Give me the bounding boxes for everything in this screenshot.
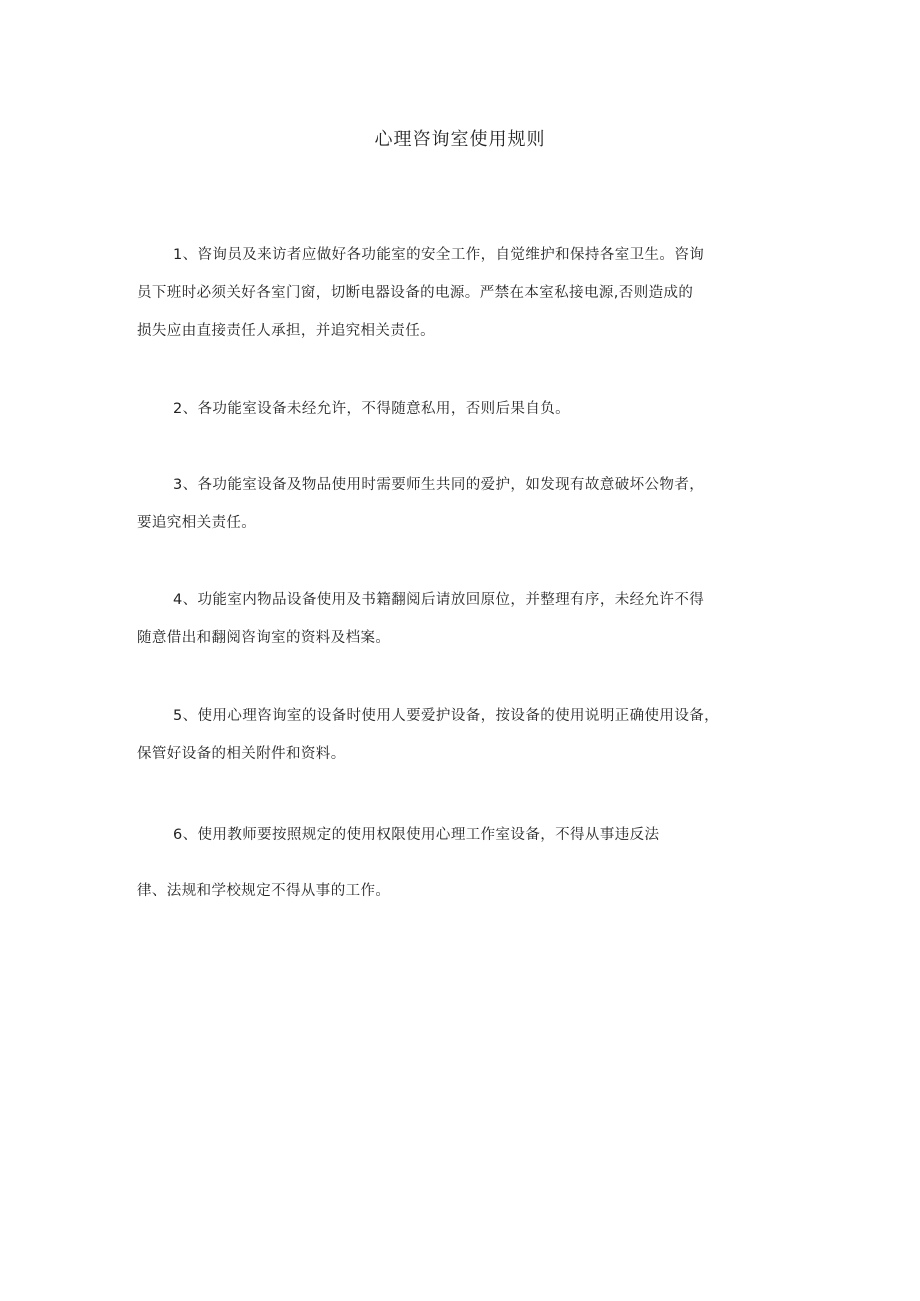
rule-4-line-1: 4、功能室内物品设备使用及书籍翻阅后请放回原位，并整理有序，未经允许不得 [173, 592, 705, 608]
rule-6-line-1: 6、使用教师要按照规定的使用权限使用心理工作室设备，不得从事违反法 [173, 827, 660, 843]
rule-item-5 [137, 697, 787, 773]
rule-2-line-1: 2、各功能室设备未经允许，不得随意私用，否则后果自负。 [173, 401, 571, 417]
rule-1-line-2: 员下班时必须关好各室门窗，切断电器设备的电源。严禁在本室私接电源,否则造成的 [137, 285, 694, 301]
rule-3-line-1: 3、各功能室设备及物品使用时需要师生共同的爱护，如发现有故意破坏公物者， [173, 477, 705, 493]
rule-4-line-2: 随意借出和翻阅咨询室的资料及档案。 [137, 630, 391, 646]
rule-3-line-2: 要追究相关责任。 [137, 515, 257, 531]
rule-item-1 [137, 236, 787, 350]
document-title: 心理咨询室使用规则 [374, 129, 546, 150]
rule-item-6 [137, 816, 787, 910]
rule-5-line-2: 保管好设备的相关附件和资料。 [137, 746, 346, 762]
rule-item-4 [137, 581, 787, 657]
rule-item-2 [137, 390, 787, 428]
rule-1-line-1: 1、咨询员及来访者应做好各功能室的安全工作，自觉维护和保持各室卫生。咨询 [173, 247, 705, 263]
rule-5-line-1: 5、使用心理咨询室的设备时使用人要爱护设备，按设备的使用说明正确使用设备， [173, 708, 720, 724]
rule-item-3 [137, 466, 787, 542]
rule-1-line-3: 损失应由直接责任人承担，并追究相关责任。 [137, 323, 435, 339]
rule-6-line-2: 律、法规和学校规定不得从事的工作。 [137, 883, 391, 899]
